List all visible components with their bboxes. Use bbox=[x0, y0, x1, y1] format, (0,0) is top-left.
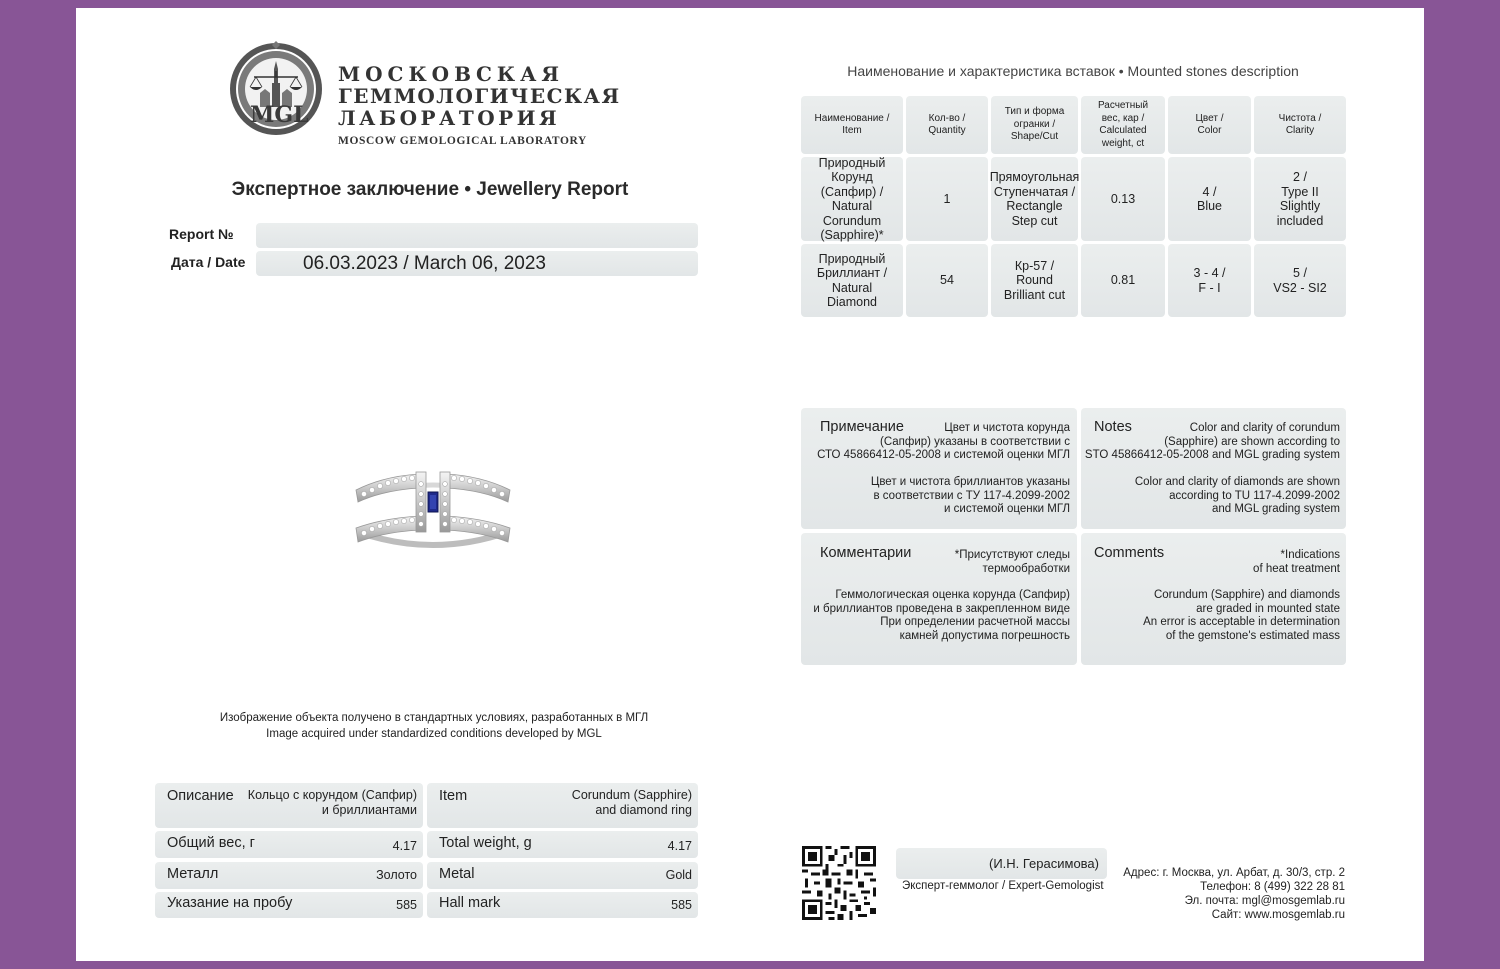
description-label: Описание bbox=[167, 788, 234, 804]
ring-icon bbox=[344, 458, 522, 568]
metal-value-en: Gold bbox=[665, 868, 692, 882]
hallmark-en-cell bbox=[427, 892, 698, 918]
lab-name-line1: МОСКОВСКАЯ bbox=[338, 62, 565, 86]
hallmark-ru-cell bbox=[155, 892, 423, 918]
comments-en-title: Comments bbox=[1094, 545, 1165, 561]
notes-en-text2: Color and clarity of diamonds are shown according to TU 117-4.2099-2002 and MGL grading system bbox=[1134, 476, 1340, 515]
date-value: 06.03.2023 / March 06, 2023 bbox=[303, 253, 546, 274]
table-row-1-weight: 0.13 bbox=[1081, 157, 1165, 241]
comments-en-text2: Corundum (Sapphire) and diamonds are graded in mounted state An error is acceptable in determination of the gemstone's estimated mass bbox=[1143, 589, 1340, 642]
table-row-2-weight: 0.81 bbox=[1081, 244, 1165, 317]
th-weight: Расчетный вес, кар / Calculated weight, ct bbox=[1081, 96, 1165, 154]
weight-label-en: Total weight, g bbox=[439, 835, 532, 851]
date-field bbox=[256, 251, 698, 276]
metal-value-ru: Золото bbox=[376, 868, 417, 882]
hallmark-value-ru: 585 bbox=[396, 898, 417, 912]
metal-label-ru: Металл bbox=[167, 866, 219, 882]
report-title: Экспертное заключение • Jewellery Report bbox=[231, 179, 629, 200]
weight-label-ru: Общий вес, г bbox=[167, 835, 255, 851]
stones-table bbox=[801, 96, 1346, 317]
seal-text: MGL bbox=[250, 102, 309, 128]
comments-en-text1: *Indications of heat treatment bbox=[1253, 549, 1340, 575]
lab-name-line2: ГЕММОЛОГИЧЕСКАЯ bbox=[338, 84, 621, 108]
stones-title: Наименование и характеристика вставок • Mounted stones description bbox=[847, 63, 1299, 79]
expert-title: Эксперт-геммолог / Expert-Gemologist bbox=[902, 880, 1104, 892]
table-row-2-shape: Кр-57 / Round Brilliant cut bbox=[991, 244, 1078, 317]
th-shape: Тип и форма огранки / Shape/Cut bbox=[991, 96, 1078, 154]
report-sheet bbox=[76, 8, 1424, 961]
date-label: Дата / Date bbox=[171, 254, 246, 270]
qr-code-icon bbox=[802, 846, 876, 920]
lab-name-line3: ЛАБОРАТОРИЯ bbox=[338, 106, 561, 130]
comments-ru-box bbox=[801, 533, 1077, 665]
weight-en-cell bbox=[427, 831, 698, 858]
item-value-en bbox=[572, 788, 692, 818]
table-row-1-shape: Прямоугольная Ступенчатая / Rectangle Step cut bbox=[991, 157, 1078, 241]
table-row-1-clarity: 2 / Type II Slightly included bbox=[1254, 157, 1346, 241]
description-value-ru-line2: и бриллиантами bbox=[321, 803, 417, 817]
notes-ru-text2: Цвет и чистота бриллиантов указаны в соответствии с ТУ 117-4.2099-2002 и системой оценки МГЛ bbox=[870, 476, 1070, 515]
item-value-line1: Corundum (Sapphire) bbox=[571, 788, 692, 802]
comments-ru-text1: *Присутствуют следы термообработки bbox=[954, 549, 1070, 575]
description-value-ru bbox=[248, 788, 417, 818]
notes-ru-box bbox=[801, 408, 1077, 529]
metal-en-cell bbox=[427, 862, 698, 889]
metal-label-en: Metal bbox=[439, 866, 475, 882]
notes-en-box bbox=[1081, 408, 1346, 529]
report-number-label: Report № bbox=[169, 226, 234, 242]
table-row-1-item: Природный Корунд (Сапфир) / Natural Corundum (Sapphire)* bbox=[801, 157, 903, 241]
weight-value-ru: 4.17 bbox=[392, 839, 417, 853]
table-row-2-clarity: 5 / VS2 - SI2 bbox=[1254, 244, 1346, 317]
th-quantity: Кол-во / Quantity bbox=[906, 96, 988, 154]
contact-address: Адрес: г. Москва, ул. Арбат, д. 30/3, стр. 2 bbox=[1123, 867, 1345, 879]
notes-en-text1: Color and clarity of corundum (Sapphire) are shown according to STO 45866412-05-2008 and MGL grading system bbox=[1084, 422, 1340, 461]
comments-ru-text2: Геммологическая оценка корунда (Сапфир) и бриллиантов проведена в закрепленном виде При определении расчетной массы камней допустима погрешность bbox=[813, 589, 1070, 642]
table-row-2-quantity: 54 bbox=[906, 244, 988, 317]
expert-signature-field bbox=[896, 848, 1107, 879]
description-ru-cell bbox=[155, 783, 423, 828]
hallmark-label-ru: Указание на пробу bbox=[167, 895, 293, 911]
expert-name: (И.Н. Герасимова) bbox=[988, 856, 1099, 871]
notes-ru-title: Примечание bbox=[820, 419, 904, 435]
th-clarity: Чистота / Clarity bbox=[1254, 96, 1346, 154]
ring-image bbox=[344, 458, 522, 568]
weight-value-en: 4.17 bbox=[667, 839, 692, 853]
item-label: Item bbox=[439, 788, 468, 804]
item-en-cell bbox=[427, 783, 698, 828]
image-caption-ru: Изображение объекта получено в стандартных условиях, разработанных в МГЛ bbox=[219, 712, 649, 724]
comments-ru-title: Комментарии bbox=[820, 545, 912, 561]
description-value-ru-line1: Кольцо с корундом (Сапфир) bbox=[247, 788, 417, 802]
comments-en-box bbox=[1081, 533, 1346, 665]
table-row-1-color: 4 / Blue bbox=[1168, 157, 1251, 241]
contact-site: Сайт: www.mosgemlab.ru bbox=[1211, 909, 1345, 921]
notes-en-title: Notes bbox=[1094, 419, 1132, 435]
hallmark-label-en: Hall mark bbox=[439, 895, 501, 911]
table-row-2-color: 3 - 4 / F - I bbox=[1168, 244, 1251, 317]
hallmark-value-en: 585 bbox=[671, 898, 692, 912]
weight-ru-cell bbox=[155, 831, 423, 858]
th-item: Наименование / Item bbox=[801, 96, 903, 154]
contact-email: Эл. почта: mgl@mosgemlab.ru bbox=[1184, 895, 1345, 907]
table-row-2-item: Природный Бриллиант / Natural Diamond bbox=[801, 244, 903, 317]
report-number-field bbox=[256, 223, 698, 248]
contact-phone: Телефон: 8 (499) 322 28 81 bbox=[1200, 881, 1345, 893]
notes-ru-text1: Цвет и чистота корунда (Сапфир) указаны в соответствии с СТО 45866412-05-2008 и системой оценки МГЛ bbox=[817, 422, 1070, 461]
table-row-1-quantity: 1 bbox=[906, 157, 988, 241]
mgl-seal-logo bbox=[222, 41, 330, 137]
metal-ru-cell bbox=[155, 862, 423, 889]
lab-name-en: MOSCOW GEMOLOGICAL LABORATORY bbox=[338, 135, 587, 147]
th-color: Цвет / Color bbox=[1168, 96, 1251, 154]
item-value-line2: and diamond ring bbox=[595, 803, 692, 817]
image-caption-en: Image acquired under standardized conditions developed by MGL bbox=[266, 728, 602, 740]
